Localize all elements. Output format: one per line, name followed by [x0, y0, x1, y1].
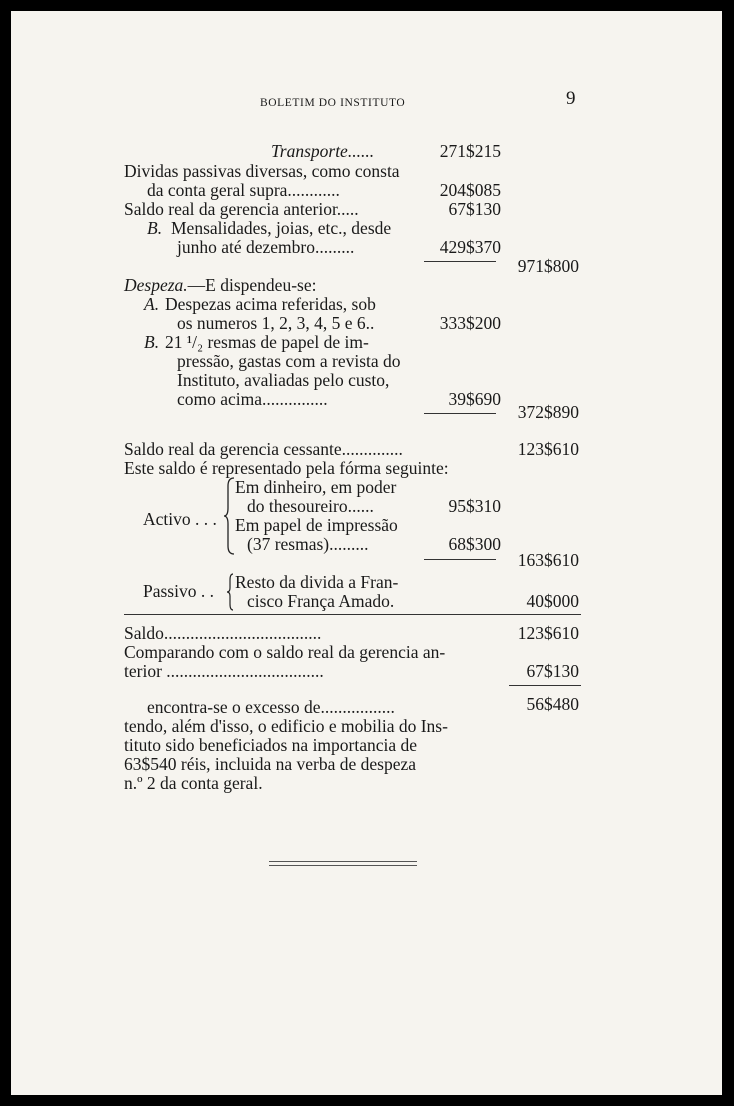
- despeza-a-value: 333$200: [439, 313, 501, 333]
- despeza-a-line-1: Despezas acima referidas, sob: [165, 294, 376, 314]
- dividas-value: 204$085: [439, 180, 501, 200]
- despeza-b-line-3: Instituto, avaliadas pelo custo,: [177, 370, 390, 390]
- despeza-sum-rule: [424, 413, 496, 414]
- final-saldo-label: Saldo....................................: [124, 623, 322, 643]
- despeza-intro: —E dispendeu-se:: [187, 275, 317, 295]
- receita-b-marker: B.: [147, 218, 163, 238]
- receita-b-value: 429$370: [439, 237, 501, 257]
- despeza-b-line-1: 21 ¹/₂ resmas de papel de im-: [165, 332, 369, 352]
- receita-sum-rule: [424, 261, 496, 262]
- page-number: 9: [566, 88, 576, 109]
- activo-line-2: do thesoureiro......: [247, 496, 374, 516]
- excesso-value: 56$480: [526, 694, 579, 714]
- receita-b-line-1: Mensalidades, joias, etc., desde: [171, 218, 392, 238]
- passivo-line-1: Resto da divida a Fran-: [235, 572, 399, 592]
- despeza-b-value: 39$690: [448, 389, 501, 409]
- dividas-line-1: Dividas passivas diversas, como consta: [124, 161, 400, 181]
- transporte-label: Transporte......: [271, 141, 375, 161]
- paragraph-line-1: tendo, além d'isso, o edificio e mobilia do Ins-: [124, 716, 448, 736]
- section-rule: [124, 614, 581, 615]
- comparando-line-2: terior ....................................: [124, 661, 324, 681]
- dividas-line-2: da conta geral supra............: [147, 180, 340, 200]
- despeza-b-line-2: pressão, gastas com a revista do: [177, 351, 401, 371]
- passivo-line-2: cisco França Amado.: [247, 591, 395, 611]
- running-header: BOLETIM DO INSTITUTO: [260, 97, 406, 109]
- paragraph-line-4: n.º 2 da conta geral.: [124, 773, 263, 793]
- activo-line-3: Em papel de impressão: [235, 515, 398, 535]
- activo-sum-rule: [424, 559, 496, 560]
- despeza-total: 372$890: [517, 402, 579, 422]
- despeza-heading: [124, 275, 316, 295]
- despeza-a-line-2: os numeros 1, 2, 3, 4, 5 e 6..: [177, 313, 375, 333]
- closing-rule-bottom: [269, 865, 417, 866]
- receita-b-line-2: junho até dezembro.........: [177, 237, 355, 257]
- saldo-anterior-value: 67$130: [448, 199, 501, 219]
- activo-line-4: (37 resmas).........: [247, 534, 369, 554]
- excesso-label: encontra-se o excesso de.................: [147, 697, 395, 717]
- transporte-value: 271$215: [439, 141, 501, 161]
- passivo-brace: [227, 572, 235, 612]
- final-sum-rule: [509, 685, 581, 686]
- receita-total: 971$800: [517, 256, 579, 276]
- activo-label: Activo . . .: [143, 509, 217, 529]
- despeza-b-line-4: como acima...............: [177, 389, 328, 409]
- comparando-line-1: Comparando com o saldo real da gerencia an-: [124, 642, 446, 662]
- activo-value-2: 68$300: [448, 534, 501, 554]
- closing-rule-top: [269, 861, 417, 862]
- activo-line-1: Em dinheiro, em poder: [235, 477, 397, 497]
- passivo-label: Passivo . .: [143, 581, 214, 601]
- activo-total: 163$610: [517, 550, 579, 570]
- despeza-b-marker: B.: [144, 332, 160, 352]
- despeza-label: Despeza.: [124, 275, 188, 295]
- paragraph-line-3: 63$540 réis, incluida na verba de despeza: [124, 754, 417, 774]
- final-saldo-value: 123$610: [517, 623, 579, 643]
- activo-value-1: 95$310: [448, 496, 501, 516]
- saldo-cessante-value: 123$610: [517, 439, 579, 459]
- paragraph-line-2: tituto sido beneficiados na importancia de: [124, 735, 418, 755]
- saldo-cessante-label: Saldo real da gerencia cessante..............: [124, 439, 403, 459]
- passivo-value: 40$000: [526, 591, 579, 611]
- este-saldo-line: Este saldo é representado pela fórma seguinte:: [124, 458, 449, 478]
- document-page: [11, 11, 722, 1095]
- comparando-value: 67$130: [526, 661, 579, 681]
- saldo-anterior-label: Saldo real da gerencia anterior.....: [124, 199, 359, 219]
- despeza-a-marker: A.: [144, 294, 160, 314]
